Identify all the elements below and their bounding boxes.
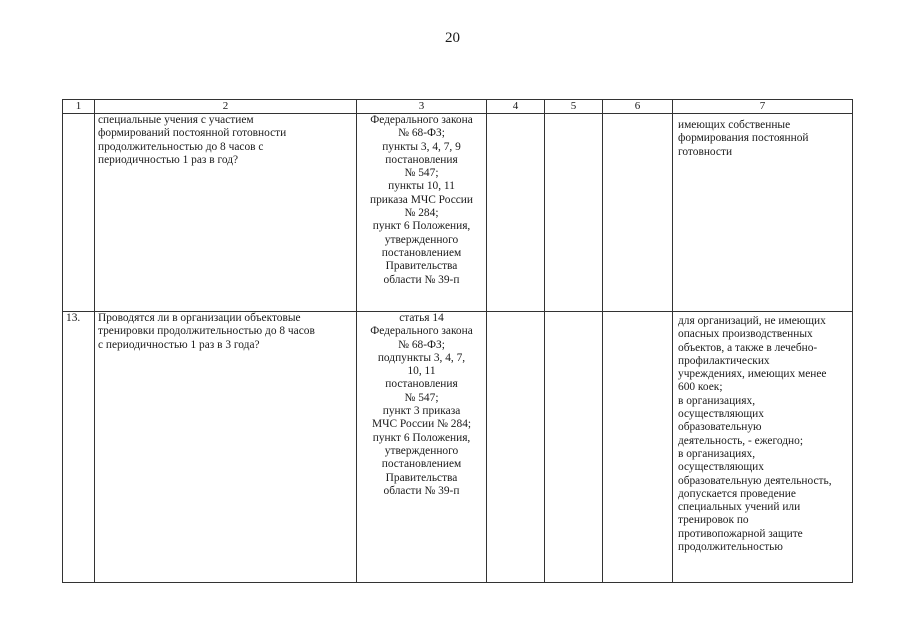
reference-line: постановлением [381, 246, 462, 259]
empty-cell-col-4 [487, 312, 545, 583]
requirements-table [62, 99, 853, 583]
reference-line: Правительства [385, 260, 458, 273]
reference-line: пункт 3 приказа [382, 405, 461, 418]
reference-line: МЧС России № 284; [371, 418, 472, 431]
reference-line: приказа МЧС России [369, 193, 474, 206]
question-cell [95, 114, 357, 312]
question-cell [95, 312, 357, 583]
reference-line: 10, 11 [407, 365, 436, 378]
note-line: деятельность, - ежегодно; [678, 434, 803, 447]
note-cell [673, 312, 853, 583]
reference-line: утвержденного [384, 444, 459, 457]
reference-line: пункты 3, 4, 7, 9 [382, 140, 461, 153]
reference-line: № 68-ФЗ; [398, 338, 445, 351]
reference-line: Федерального закона [370, 325, 473, 338]
reference-line: № 284; [404, 207, 439, 220]
note-text [676, 312, 849, 554]
header-row [63, 100, 853, 114]
reference-line: статья 14 [399, 312, 444, 324]
header-col-4: 4 [487, 100, 545, 114]
reference-line: № 68-ФЗ; [398, 127, 445, 140]
header-col-3: 3 [357, 100, 487, 114]
empty-cell-col-6 [603, 114, 673, 312]
note-line: объектов, а также в лечебно- [678, 341, 818, 354]
header-col-2: 2 [95, 100, 357, 114]
note-line: образовательную [678, 421, 762, 434]
note-line: осуществляющих [678, 408, 764, 421]
note-line: противопожарной защите [678, 527, 803, 540]
note-line: образовательную деятельность, [678, 474, 832, 487]
note-line: формирования постоянной [678, 132, 809, 145]
reference-line: постановлением [381, 458, 462, 471]
reference-line: № 547; [404, 167, 439, 180]
note-line: профилактических [678, 354, 770, 367]
empty-cell-col-4 [487, 114, 545, 312]
header-col-1: 1 [63, 100, 95, 114]
note-line: осуществляющих [678, 461, 764, 474]
note-line: готовности [678, 145, 733, 158]
note-line: в организациях, [678, 447, 756, 460]
note-line: допускается проведение [678, 487, 796, 500]
note-line: продолжительностью [678, 541, 783, 554]
empty-cell-col-5 [545, 312, 603, 583]
table-row [63, 114, 853, 312]
note-line: тренировок по [678, 514, 749, 527]
header-col-6: 6 [603, 100, 673, 114]
note-text [676, 114, 849, 159]
note-line: специальных учений или [678, 501, 801, 514]
reference-line: Федерального закона [370, 114, 473, 126]
empty-cell-col-6 [603, 312, 673, 583]
row-number [63, 114, 95, 312]
reference-line: пункт 6 Положения, [372, 431, 471, 444]
reference-cell [357, 114, 487, 312]
question-line: тренировки продолжительностью до 8 часов [98, 325, 315, 338]
reference-line: постановления [385, 378, 458, 391]
row-number: 13. [63, 312, 95, 583]
question-line: специальные учения с участием [98, 114, 254, 126]
header-col-7: 7 [673, 100, 853, 114]
question-line: с периодичностью 1 раз в 3 года? [98, 338, 260, 351]
question-line: Проводятся ли в организации объектовые [98, 312, 301, 324]
note-line: опасных производственных [678, 328, 813, 341]
question-line: периодичностью 1 раз в год? [98, 153, 239, 166]
question-line: продолжительностью до 8 часов с [98, 140, 264, 153]
reference-line: пункт 6 Положения, [372, 220, 471, 233]
reference-line: области № 39-п [383, 484, 460, 497]
note-line: имеющих собственные [678, 119, 791, 131]
reference-line: № 547; [404, 391, 439, 404]
reference-line: области № 39-п [383, 273, 460, 286]
reference-line: пункты 10, 11 [388, 180, 455, 193]
note-cell [673, 114, 853, 312]
question-line: формирований постоянной готовности [98, 127, 287, 140]
reference-line: Правительства [385, 471, 458, 484]
reference-line: подпункты 3, 4, 7, [377, 351, 466, 364]
table-row [63, 312, 853, 583]
note-line: в организациях, [678, 394, 756, 407]
header-col-5: 5 [545, 100, 603, 114]
note-line: для организаций, не имеющих [678, 315, 826, 327]
note-line: 600 коек; [678, 381, 723, 394]
empty-cell-col-5 [545, 114, 603, 312]
reference-cell [357, 312, 487, 583]
page-number: 20 [445, 30, 460, 46]
reference-line: постановления [385, 153, 458, 166]
note-line: учреждениях, имеющих менее [678, 368, 827, 381]
reference-line: утвержденного [384, 233, 459, 246]
